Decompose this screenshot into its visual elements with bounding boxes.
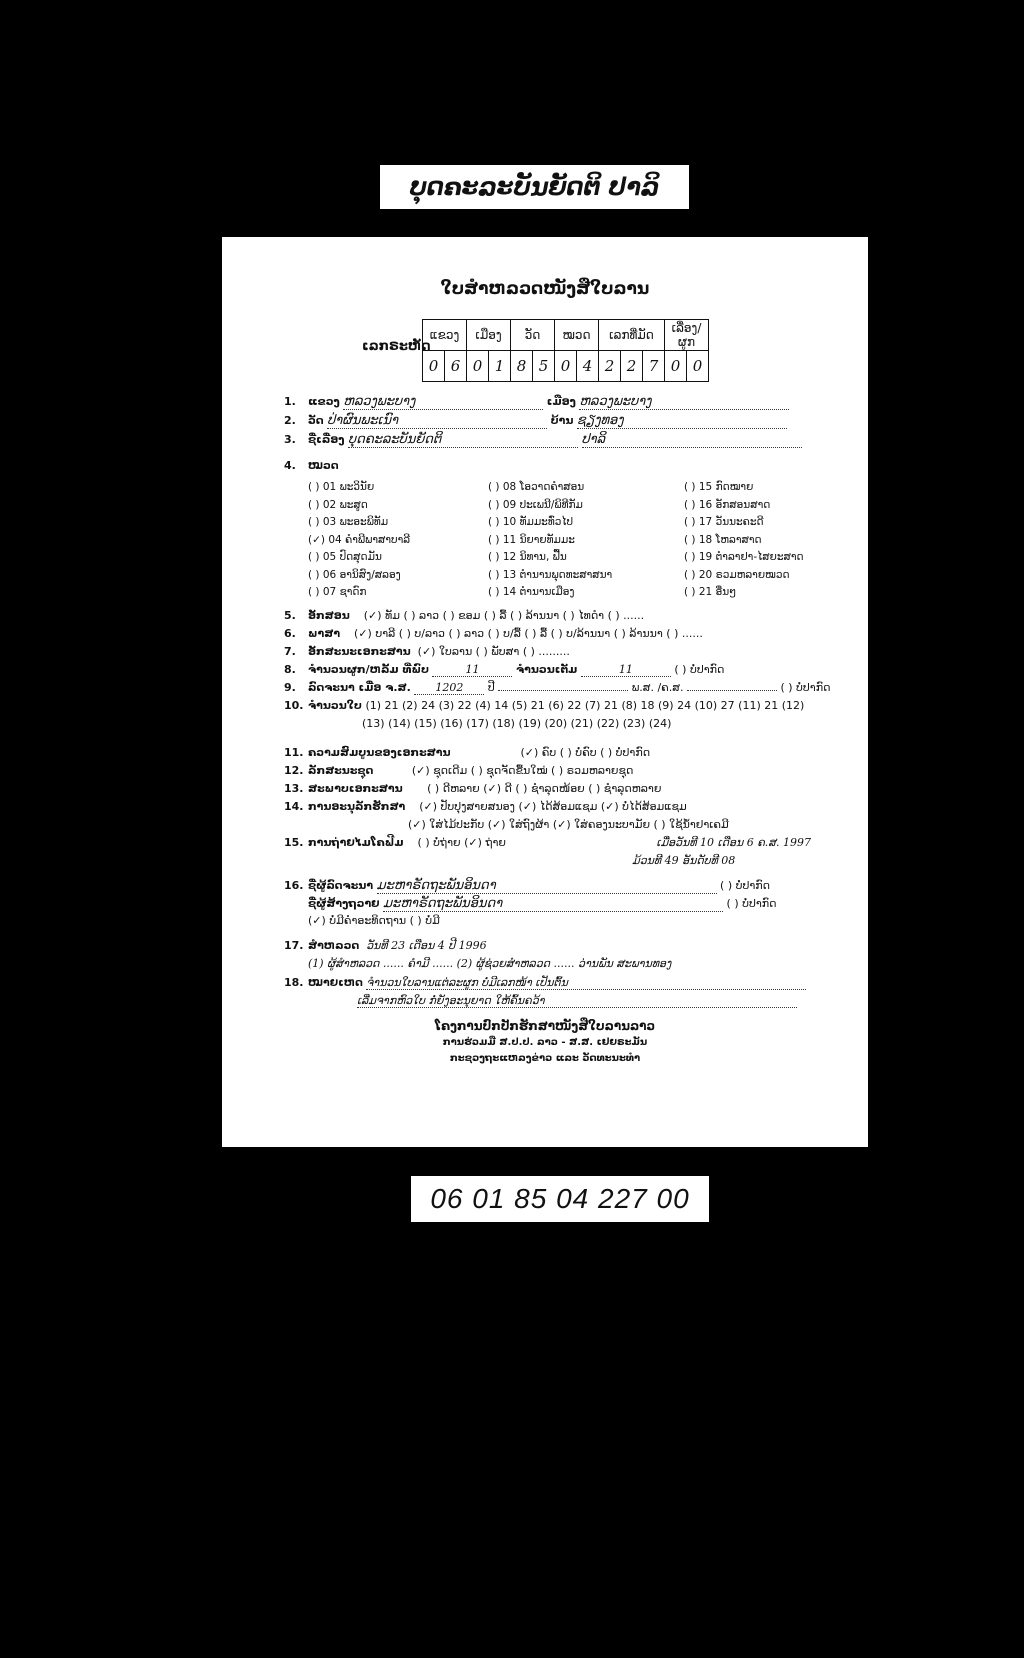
category-option: ( ) 12 ນິທານ, ຟື້ນ: [488, 551, 567, 563]
code-digit: 8: [511, 351, 533, 382]
category-option: ( ) 10 ທັມມະທົ່ວໄປ: [488, 516, 574, 528]
field-condition: 13. ສະພາບເອກະສານ ( ) ດີຫລາຍ (✓) ດີ ( ) ຊຳລຸດໜ້ອຍ ( ) ຊຳລຸດຫລາຍ: [284, 782, 662, 795]
field-conservation: 14. ການອະນຸລັກຮັກສາ (✓) ປັບປຸງສາຍສນອງ (✓) ໄດ້ສ້ອມແຊມ (✓) ບໍ່ໄດ້ສ້ອມແຊມ: [284, 800, 687, 813]
field-sponsor: ຊື່ຜູ້ສ້າງຖວາຍ ມະຫາຣັດຖະພັນອິນດາ ( ) ບໍ່ປາກົດ: [308, 896, 777, 911]
footer-ministry: ກະຊວງຖະແຫລງຂ່າວ ແລະ ວັດທະນະທຳ: [449, 1053, 641, 1064]
field-leaves-2: (13) (14) (15) (16) (17) (18) (19) (20) (21) (22) (23) (24): [362, 717, 672, 730]
field-language: 6. ພາສາ (✓) ບາລີ ( ) ບ/ລາວ ( ) ລາວ ( ) ບ/ລື້ ( ) ລື້ ( ) ບ/ລ້ານນາ ( ) ລ້ານນາ ( ) ......: [284, 627, 703, 640]
code-digit: 0: [665, 351, 687, 382]
field-colophon: (✓) ບໍ່ມີຄຳອະທິດຖານ ( ) ບໍ່ມີ: [308, 914, 440, 927]
field-category: 4. ໝວດ: [284, 459, 339, 472]
reference-number: 06 01 85 04 227 00: [411, 1176, 709, 1222]
category-option: (✓) 04 ຄຳພີພາສາບາລີ: [308, 533, 411, 546]
title-label: ບຸດຄະລະບັນຍັດຕິ ປາລິ: [380, 165, 689, 209]
field-completeness: 11. ຄວາມສົມບູນຂອງເອກະສານ (✓) ຄົບ ( ) ບໍ່ຄົບ ( ) ບໍ່ປາກົດ: [284, 746, 651, 759]
code-header: ໝວດ: [555, 320, 599, 351]
code-digit: 4: [577, 351, 599, 382]
code-digit: 6: [445, 351, 467, 382]
category-option: ( ) 15 ກົດໝາຍ: [684, 481, 754, 493]
category-option: ( ) 11 ນິຍາຍທັມມະ: [488, 533, 575, 546]
footer-project: ໂຄງການປົກປັກຮັກສາໜັງສືໃບລານລາວ: [434, 1019, 656, 1033]
code-digit: 1: [489, 351, 511, 382]
field-script: 5. ອັກສອນ (✓) ທັມ ( ) ລາວ ( ) ຂອມ ( ) ລື້ ( ) ລ້ານນາ ( ) ໄທດຳ ( ) ......: [284, 609, 645, 622]
code-header: ວັດ: [511, 320, 555, 351]
code-header: ເມືອງ: [467, 320, 511, 351]
field-province: 1. ແຂວງ ຫລວງພະບາງ ເມືອງ ຫລວງພະບາງ: [284, 394, 789, 410]
category-option: ( ) 03 ພະອະພິທັມ: [308, 516, 389, 528]
field-material: 7. ອັກສະນະເອກະສານ (✓) ໃບລານ ( ) ພັບສາ ( ) .........: [284, 645, 570, 658]
category-option: ( ) 18 ໂຫລາສາດ: [684, 533, 762, 546]
footer-cooperation: ການຮ່ວມມື ສ.ປ.ປ. ລາວ - ສ.ສ. ເຢຍຣະມັນ: [442, 1037, 648, 1048]
category-option: ( ) 08 ໂອວາດຄຳສອນ: [488, 481, 585, 493]
code-header: ເລື່ອງ/ຜູກ: [665, 320, 709, 351]
field-temple: 2. ວັດ ປ່າຜົນພະເນົາ ບ້ານ ຊຽງທອງ: [284, 413, 787, 429]
code-digit: 0: [555, 351, 577, 382]
field-fascicles: 8. ຈຳນວນຜູກ/ຫລັ້ມ ທີ່ພົບ 11 ຈຳນວນເຕັມ 11 ( ) ບໍ່ປາກົດ: [284, 663, 725, 676]
category-option: ( ) 19 ຕຳລາຢາ-ໄສຍະສາດ: [684, 551, 804, 563]
field-author: 16. ຊື່ຜູ້ລົດຈະນາ ມະຫາຣັດຖະພັນອິນດາ ( ) ບໍ່ປາກົດ: [284, 878, 771, 893]
form-title: ໃບສຳຫລວດໜັງສືໃບລານ: [440, 279, 650, 299]
code-digit: 0: [423, 351, 445, 382]
category-option: ( ) 13 ຕຳນານພຸດທະສາສນາ: [488, 568, 613, 581]
category-option: ( ) 05 ປົດສຸດມັນ: [308, 551, 382, 563]
code-digit: 2: [599, 351, 621, 382]
field-survey: 17. ສຳຫລວດ ວັນທີ 23 ເດືອນ 4 ປີ 1996: [284, 939, 487, 952]
code-table: [422, 319, 709, 382]
code-label: ເລກຣະຫັດ: [362, 339, 431, 354]
code-digit: 0: [687, 351, 709, 382]
category-option: ( ) 02 ພະສູດ: [308, 498, 368, 511]
code-digit: 5: [533, 351, 555, 382]
category-option: ( ) 16 ອັກສອນສາດ: [684, 498, 771, 511]
field-remarks: 18. ໝາຍເຫດ ຈຳນວນໃບລານແຕ່ລະຜູກ ບໍ່ມີເລກໜ້າ ເປັນຕົ້ນ: [284, 976, 806, 990]
field-remarks-2: ເລີ່ມຈາກຫົວໃບ ກໍ່ຍັງອະນຸຍາດ ໃຫ້ຄົ້ນຄວ້າ: [357, 994, 797, 1008]
category-option: ( ) 17 ວັນນະຄະດີ: [684, 516, 764, 528]
field-title: 3. ຊື່ເລື່ອງ ບຸດຄະລະບັນຍັດຕິ ປາລິ: [284, 432, 802, 448]
code-digit: 2: [621, 351, 643, 382]
code-header: ແຂວງ: [423, 320, 467, 351]
code-digit: 0: [467, 351, 489, 382]
code-digit: 7: [643, 351, 665, 382]
survey-form-card: [222, 237, 868, 1147]
field-leaves: 10. ຈຳນວນໃບ (1) 21 (2) 24 (3) 22 (4) 14 (5) 21 (6) 22 (7) 21 (8) 18 (9) 24 (10) 27 (11) 21 (12): [284, 699, 805, 712]
field-microfilm: 15. ການຖ່າຍໄມໂຄຟີມ ( ) ບໍ່ຖ່າຍ (✓) ຖ່າຍ ເມື່ອວັນທີ 10 ເດືອນ 6 ຄ.ສ. 1997: [284, 836, 811, 849]
field-surveyors: (1) ຜູ້ສຳຫລວດ ...... ຄຳມີ ...... (2) ຜູ້ຊ່ວຍສຳຫລວດ ...... ວ່ານພັນ ສະພານທອງ: [308, 957, 672, 970]
category-option: ( ) 07 ຊາດົກ: [308, 586, 367, 598]
field-written: 9. ລົດຈະນາ ເມື່ອ ຈ.ສ. 1202 ປີ ພ.ສ. /ຄ.ສ. ( ) ບໍ່ປາກົດ: [284, 681, 831, 694]
category-option: ( ) 20 ຣວມຫລາຍໝວດ: [684, 568, 790, 581]
field-set-type: 12. ລັກສະນະຊຸດ (✓) ຊຸດເດີມ ( ) ຊຸດຈັດຂື້ນໃໝ່ ( ) ຣວມຫລາຍຊຸດ: [284, 764, 634, 777]
category-option: ( ) 21 ອື່ນໆ: [684, 586, 737, 598]
field-conservation-2: (✓) ໃສ່ໄມ້ປະກັບ (✓) ໃສ່ຖົງຜ້າ (✓) ໃສ່ຄອງນະບາມັຍ ( ) ໃຊ້ນ້ຳຢາເຄມີ: [408, 818, 729, 831]
category-option: ( ) 06 ອານິສົງ/ສລອງ: [308, 568, 401, 581]
field-microfilm-roll: ມ້ວນທີ 49 ອັນດັບທີ 08: [632, 854, 736, 867]
category-option: ( ) 01 ພະວິນັຍ: [308, 481, 375, 493]
category-option: ( ) 09 ປະເພນີ/ພິທີກັມ: [488, 498, 583, 511]
code-header: ເລກທີ່ມັດ: [599, 320, 665, 351]
category-option: ( ) 14 ຕຳນານເມືອງ: [488, 586, 575, 598]
